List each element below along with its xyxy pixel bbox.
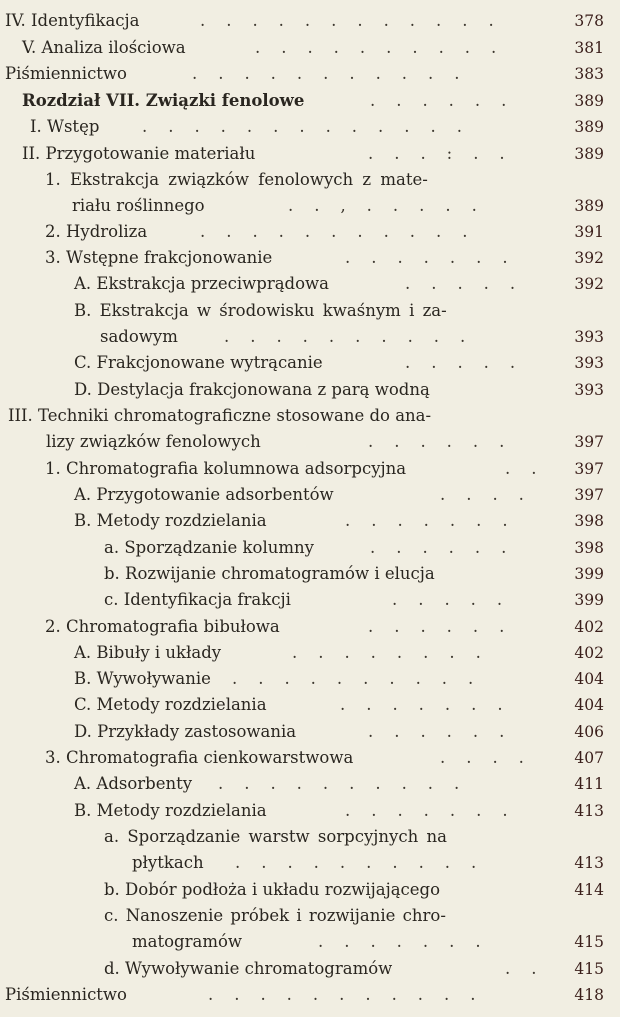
leader-dots: . . . . . . . . . . . [200, 222, 468, 241]
toc-entry-text: A. Bibuły i układy [74, 643, 222, 662]
toc-page-number: 378 [574, 12, 604, 30]
toc-entry [0, 324, 620, 350]
toc-entry-text: A. Przygotowanie adsorbentów [74, 485, 334, 504]
toc-entry-text: 2. Hydroliza [45, 222, 148, 241]
toc-entry [0, 745, 620, 771]
toc-entry [0, 429, 620, 455]
leader-dots: . . . . . . . [340, 695, 503, 714]
toc-page-number: 393 [574, 328, 604, 346]
leader-dots: . . . . . . [370, 538, 507, 557]
toc-page-number: 411 [574, 775, 604, 793]
toc-entry [0, 929, 620, 955]
toc-entry [0, 956, 620, 982]
toc-entry-text: Piśmiennictwo [5, 64, 127, 83]
toc-entry-text: 1. Ekstrakcja związków fenolowych z mate- [45, 170, 428, 189]
toc-page-number: 389 [574, 197, 604, 215]
leader-dots: . . . . . . . . . . [224, 327, 466, 346]
toc-entry-text: B. Wywoływanie [74, 669, 211, 688]
toc-page-number: 392 [574, 249, 604, 267]
chapter-title: Rozdział VII. Związki fenolowe [22, 91, 305, 110]
toc-entry-text: C. Frakcjonowane wytrącanie [74, 353, 323, 372]
toc-page-number: 414 [574, 881, 604, 899]
leader-dots: . . . . . . [368, 722, 505, 741]
toc-entry-text: lizy związków fenolowych [46, 432, 261, 451]
toc-page-number: 397 [574, 433, 604, 451]
leader-dots: . . . . . . . [318, 932, 481, 951]
toc-page-number: 402 [574, 618, 604, 636]
toc-page-number: 397 [574, 486, 604, 504]
toc-entry [0, 903, 620, 929]
leader-dots: . . . . . . . . . . [255, 38, 497, 57]
leader-dots: . . [505, 959, 537, 978]
toc-page-number: 399 [574, 565, 604, 583]
toc-entry-text: b. Rozwijanie chromatogramów i elucja [104, 564, 435, 583]
toc-entry-text: A. Ekstrakcja przeciwprądowa [74, 274, 330, 293]
toc-page-number: 383 [574, 65, 604, 83]
leader-dots: . . . . . [405, 274, 516, 293]
toc-entry-text: 1. Chromatografia kolumnowa adsorpcyjna [45, 459, 407, 478]
leader-dots: . . . : . . [368, 144, 505, 163]
leader-dots: . . . . . . . . . . [235, 853, 477, 872]
toc-entry-text: I. Wstęp [30, 117, 100, 136]
toc-entry-text: płytkach [132, 853, 204, 872]
toc-entry-text: B. Ekstrakcja w środowisku kwaśnym i za- [74, 301, 447, 320]
toc-entry-text: b. Dobór podłoża i układu rozwijającego [104, 880, 441, 899]
leader-dots: . . . . . . . . . . . [192, 64, 460, 83]
toc-entry-text: D. Przykłady zastosowania [74, 722, 297, 741]
toc-entry-text: a. Sporządzanie warstw sorpcyjnych na [104, 827, 447, 846]
toc-page-number: 393 [574, 381, 604, 399]
toc-entry [0, 245, 620, 271]
toc-entry [0, 771, 620, 797]
toc-entry [0, 193, 620, 219]
toc-entry-text: V. Analiza ilościowa [22, 38, 186, 57]
leader-dots: . . . . . . . [345, 248, 508, 267]
toc-entry-text: II. Przygotowanie materiału [22, 144, 256, 163]
toc-entry [0, 640, 620, 666]
toc-entry-text: IV. Identyfikacja [5, 11, 140, 30]
toc-entry [0, 298, 620, 324]
toc-entry [0, 535, 620, 561]
toc-entry [0, 719, 620, 745]
toc-entry [0, 666, 620, 692]
toc-page-number: 406 [574, 723, 604, 741]
toc-entry [0, 350, 620, 376]
toc-entry-text: a. Sporządzanie kolumny [104, 538, 314, 557]
toc-entry-text: III. Techniki chromatograficzne stosowane do ana- [8, 406, 432, 425]
toc-page-number: 413 [574, 802, 604, 820]
toc-entry [0, 850, 620, 876]
toc-page-number: 397 [574, 460, 604, 478]
leader-dots: . . , . . . . . [288, 196, 477, 215]
toc-entry-text: D. Destylacja frakcjonowana z parą wodną [74, 380, 430, 399]
leader-dots: . . . . . . . . . . . . [200, 11, 494, 30]
toc-entry [0, 824, 620, 850]
toc-page-number: 399 [574, 591, 604, 609]
toc-entry [0, 377, 620, 403]
toc-page-number: 404 [574, 670, 604, 688]
toc-page-number: 398 [574, 512, 604, 530]
leader-dots: . . . . . [392, 590, 503, 609]
toc-page-number: 415 [574, 933, 604, 951]
toc-entry [0, 61, 620, 87]
leader-dots: . . . . . . . . . . . [208, 985, 476, 1004]
toc-entry [0, 456, 620, 482]
toc-entry [0, 35, 620, 61]
toc-entry [0, 141, 620, 167]
toc-entry-text: C. Metody rozdzielania [74, 695, 267, 714]
toc-entry [0, 877, 620, 903]
toc-page-number: 389 [574, 118, 604, 136]
toc-entry-chapter [0, 88, 620, 114]
toc-page-number: 392 [574, 275, 604, 293]
leader-dots: . . . . . . . . [292, 643, 481, 662]
leader-dots: . . . . . . [368, 432, 505, 451]
toc-entry-text: A. Adsorbenty [74, 774, 193, 793]
toc-page-number: 389 [574, 145, 604, 163]
toc-entry-text: sadowym [100, 327, 178, 346]
leader-dots: . . . . . [405, 353, 516, 372]
toc-page-number: 381 [574, 39, 604, 57]
leader-dots: . . . . . . . . . . [232, 669, 474, 688]
toc-entry-text: c. Identyfikacja frakcji [104, 590, 291, 609]
leader-dots: . . . . . . . [345, 511, 508, 530]
toc-entry-text: 3. Wstępne frakcjonowanie [45, 248, 273, 267]
toc-entry [0, 798, 620, 824]
toc-page-number: 404 [574, 696, 604, 714]
leader-dots: . . . . [440, 485, 524, 504]
toc-page-number: 393 [574, 354, 604, 372]
toc-entry-text: d. Wywoływanie chromatogramów [104, 959, 393, 978]
toc-entry [0, 114, 620, 140]
leader-dots: . . . . . . [370, 91, 507, 110]
toc-page-number: 413 [574, 854, 604, 872]
toc-page-number: 389 [574, 92, 604, 110]
toc-entry-text: B. Metody rozdzielania [74, 511, 267, 530]
leader-dots: . . . . . . [368, 617, 505, 636]
toc-page-number: 391 [574, 223, 604, 241]
toc-entry [0, 692, 620, 718]
toc-entry [0, 219, 620, 245]
toc-entry [0, 614, 620, 640]
toc-page-number: 418 [574, 986, 604, 1004]
toc-entry [0, 271, 620, 297]
toc-entry [0, 167, 620, 193]
toc-entry [0, 587, 620, 613]
leader-dots: . . . . . . . . . . [218, 774, 460, 793]
toc-entry-text: matogramów [132, 932, 243, 951]
toc-entry-text: 3. Chromatografia cienkowarstwowa [45, 748, 354, 767]
toc-entry [0, 8, 620, 34]
toc-entry-text: riału roślinnego [72, 196, 205, 215]
toc-page-number: 415 [574, 960, 604, 978]
toc-entry-text: B. Metody rozdzielania [74, 801, 267, 820]
toc-entry [0, 403, 620, 429]
toc-entry-text: 2. Chromatografia bibułowa [45, 617, 280, 636]
toc-page-number: 402 [574, 644, 604, 662]
toc-entry [0, 561, 620, 587]
toc-entry [0, 482, 620, 508]
toc-entry [0, 508, 620, 534]
toc-page-number: 398 [574, 539, 604, 557]
leader-dots: . . . . . . . [345, 801, 508, 820]
leader-dots: . . . . [440, 748, 524, 767]
leader-dots: . . [505, 459, 537, 478]
toc-page-number: 407 [574, 749, 604, 767]
toc-entry [0, 982, 620, 1008]
toc-entry-text: c. Nanoszenie próbek i rozwijanie chro- [104, 906, 446, 925]
toc-entry-text: Piśmiennictwo [5, 985, 127, 1004]
leader-dots: . . . . . . . . . . . . . [142, 117, 462, 136]
